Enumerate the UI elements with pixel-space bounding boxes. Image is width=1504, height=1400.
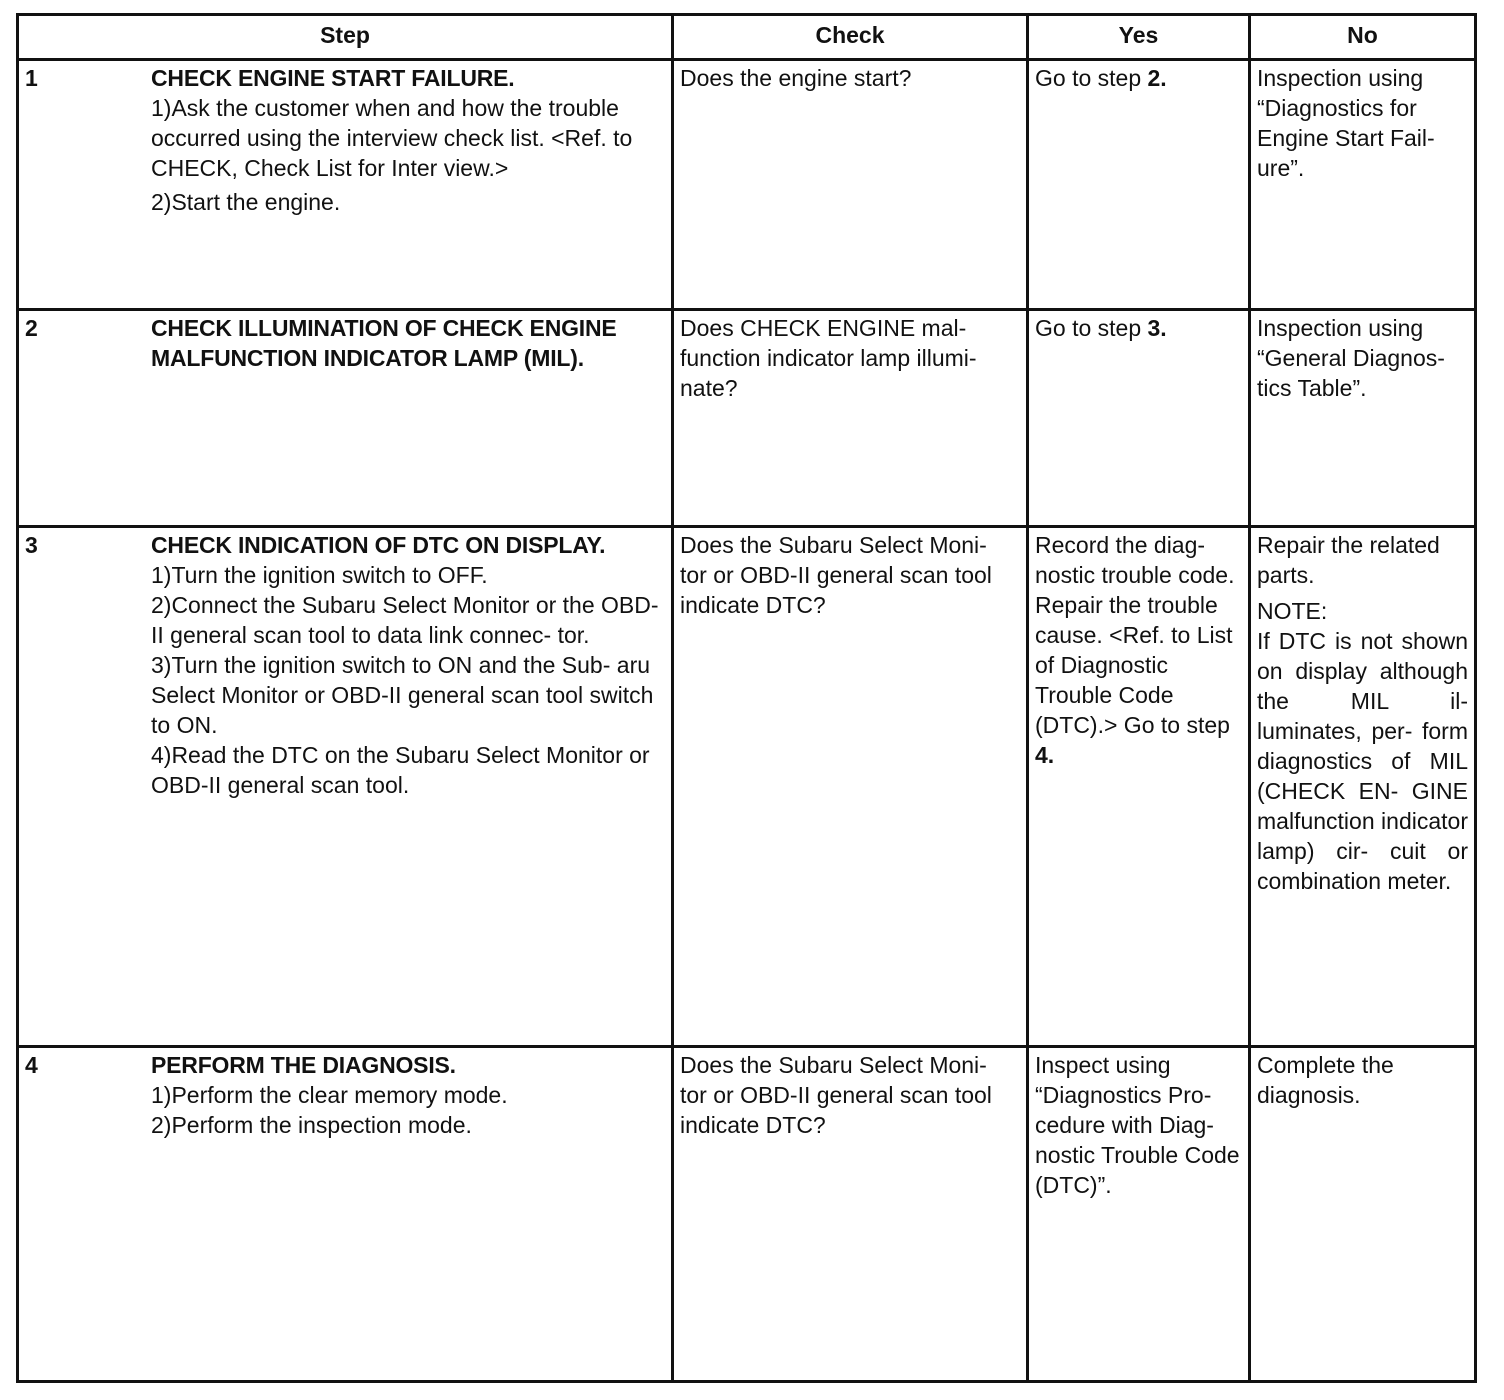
step-number: 3 (25, 532, 38, 558)
substep: 2)Perform the inspection mode. (151, 1112, 472, 1138)
step-title: PERFORM THE DIAGNOSIS. (151, 1052, 456, 1078)
note-label: NOTE: (1257, 598, 1328, 624)
substep: 1)Turn the ignition switch to OFF. (151, 562, 488, 588)
check-cell: Does the Subaru Select Moni- tor or OBD-II general scan tool indicate DTC? (673, 1047, 1028, 1382)
step-title: CHECK ILLUMINATION OF CHECK ENGINE MALFUNCTION INDICATOR LAMP (MIL). (151, 315, 617, 371)
yes-text: Record the diag- nostic trouble code. Repair the trouble cause. <Ref. to List of Diagnostic Trouble Code (DTC).> Go to step (1035, 532, 1235, 738)
step-title: CHECK ENGINE START FAILURE. (151, 65, 515, 91)
header-yes: Yes (1028, 15, 1250, 60)
yes-text: Go to step (1035, 65, 1148, 91)
substep: 4)Read the DTC on the Subaru Select Monitor or OBD-II general scan tool. (151, 742, 650, 798)
no-cell (1250, 527, 1476, 1047)
step-number: 4 (25, 1052, 38, 1078)
no-cell: Inspection using “Diagnostics for Engine Start Fail- ure”. (1250, 60, 1476, 310)
table-row (18, 1047, 1476, 1382)
yes-step-ref: 2. (1147, 65, 1167, 91)
step-cell (18, 60, 673, 310)
no-text: Repair the related parts. (1257, 532, 1440, 588)
check-cell: Does the engine start? (673, 60, 1028, 310)
substep: 1)Ask the customer when and how the trouble occurred using the interview check list. <Ref. to CHECK, Check List for Inter view.> (151, 95, 633, 181)
header-no: No (1250, 15, 1476, 60)
step-cell (18, 527, 673, 1047)
substep: 1)Perform the clear memory mode. (151, 1082, 508, 1108)
no-cell: Inspection using “General Diagnos- tics Table”. (1250, 310, 1476, 527)
yes-step-ref: 4. (1035, 742, 1055, 768)
yes-cell: Inspect using “Diagnostics Pro- cedure with Diag- nostic Trouble Code (DTC)”. (1028, 1047, 1250, 1382)
step-cell (18, 1047, 673, 1382)
table-row (18, 310, 1476, 527)
header-step: Step (18, 15, 673, 60)
yes-step-ref: 3. (1147, 315, 1167, 341)
step-title: CHECK INDICATION OF DTC ON DISPLAY. (151, 532, 606, 558)
header-row (18, 15, 1476, 60)
step-cell (18, 310, 673, 527)
diagnostic-table (16, 13, 1477, 1383)
step-number: 2 (25, 315, 38, 341)
yes-cell (1028, 527, 1250, 1047)
check-cell: Does CHECK ENGINE mal- function indicator lamp illumi- nate? (673, 310, 1028, 527)
yes-cell (1028, 310, 1250, 527)
substep: 2)Start the engine. (151, 189, 341, 215)
check-cell: Does the Subaru Select Moni- tor or OBD-II general scan tool indicate DTC? (673, 527, 1028, 1047)
yes-cell (1028, 60, 1250, 310)
substep: 3)Turn the ignition switch to ON and the Sub- aru Select Monitor or OBD-II general scan tool switch to ON. (151, 652, 654, 738)
table-row (18, 60, 1476, 310)
step-number: 1 (25, 65, 38, 91)
no-cell: Complete the diagnosis. (1250, 1047, 1476, 1382)
table-row (18, 527, 1476, 1047)
note-text: If DTC is not shown on display although the MIL il- luminates, per- form diagnostics of MIL (CHECK EN- GINE malfunction indicator lamp) cir- cuit or combination meter. (1257, 628, 1468, 894)
substep: 2)Connect the Subaru Select Monitor or the OBD-II general scan tool to data link connec- tor. (151, 592, 659, 648)
yes-text: Go to step (1035, 315, 1148, 341)
header-check: Check (673, 15, 1028, 60)
